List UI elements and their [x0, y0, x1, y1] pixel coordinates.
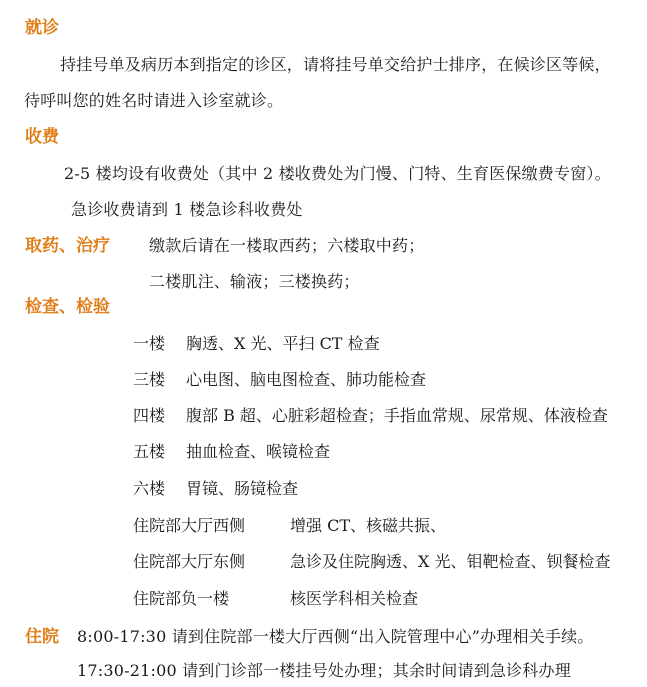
- fee-line-1: 2-5 楼均设有收费处（其中 2 楼收费处为门慢、门特、生育医保缴费专窗）。: [64, 164, 611, 183]
- exam-items: 胃镜、肠镜检查: [186, 479, 299, 498]
- visit-line-2: 待呼叫您的姓名时请进入诊室就诊。: [24, 91, 284, 110]
- exam-place: 六楼: [133, 479, 166, 498]
- exam-place: 三楼: [133, 370, 166, 389]
- fee-line-2: 急诊收费请到 1 楼急诊科收费处: [71, 200, 303, 219]
- pharmacy-heading: 取药、治疗: [25, 236, 110, 256]
- exam-place: 住院部大厅东侧: [133, 552, 246, 571]
- exam-items: 胸透、X 光、平扫 CT 检查: [186, 334, 380, 353]
- exam-place: 住院部大厅西侧: [133, 516, 246, 535]
- exam-items: 增强 CT、核磁共振、: [290, 516, 447, 535]
- pharmacy-line-1: 缴款后请在一楼取西药；六楼取中药；: [149, 236, 425, 255]
- inpatient-heading: 住院: [25, 627, 59, 647]
- exam-place: 住院部负一楼: [133, 589, 230, 608]
- inpatient-line-2: 17:30-21:00 请到门诊部一楼挂号处办理；其余时间请到急诊科办理: [77, 661, 571, 680]
- visit-line-1: 持挂号单及病历本到指定的诊区，请将挂号单交给护士排序，在候诊区等候，: [60, 55, 611, 74]
- exam-items: 急诊及住院胸透、X 光、钼靶检查、钡餐检查: [290, 552, 611, 571]
- visit-heading: 就诊: [25, 18, 59, 38]
- exam-items: 心电图、脑电图检查、肺功能检查: [186, 370, 427, 389]
- exam-place: 四楼: [133, 406, 166, 425]
- inpatient-line-1: 8:00-17:30 请到住院部一楼大厅西侧“出入院管理中心”办理相关手续。: [77, 627, 594, 646]
- pharmacy-line-2: 二楼肌注、输液；三楼换药；: [149, 272, 360, 291]
- exam-items: 核医学科相关检查: [290, 589, 419, 608]
- fee-heading: 收费: [25, 127, 59, 147]
- exam-place: 五楼: [133, 442, 166, 461]
- exam-place: 一楼: [133, 334, 166, 353]
- exam-items: 腹部 B 超、心脏彩超检查；手指血常规、尿常规、体液检查: [186, 406, 608, 425]
- exam-heading: 检查、检验: [25, 297, 110, 317]
- exam-items: 抽血检查、喉镜检查: [186, 442, 331, 461]
